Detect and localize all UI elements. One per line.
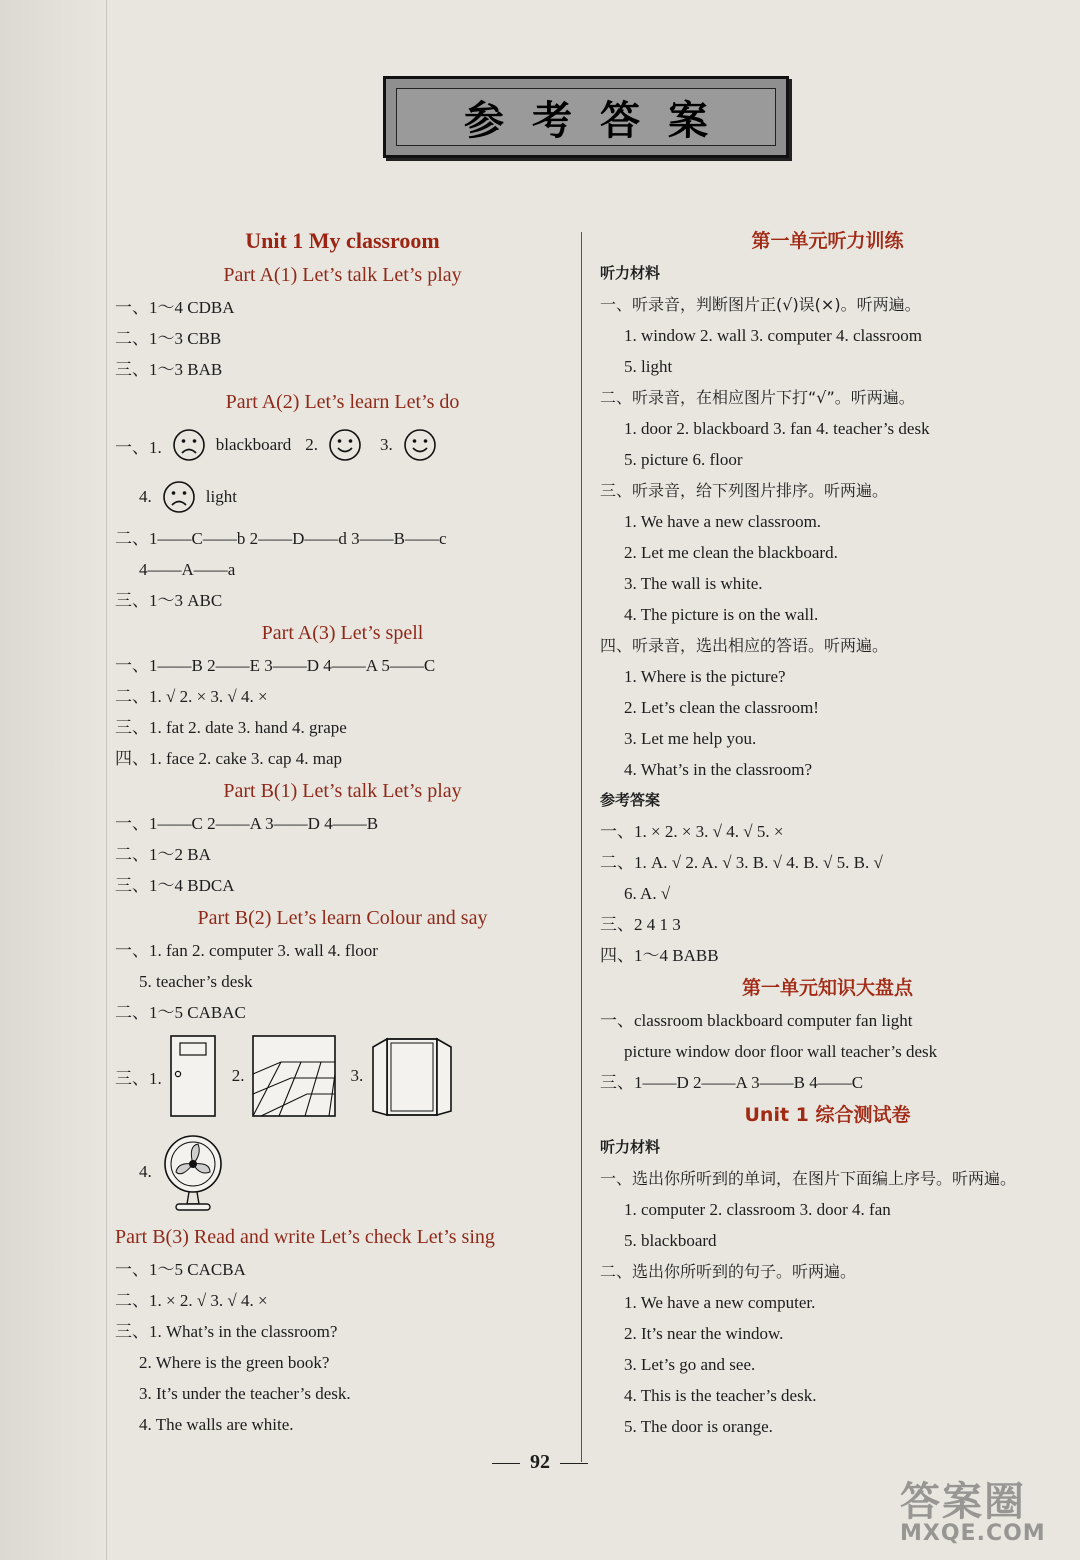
answer-line: 三、1～3 ABC <box>115 591 223 610</box>
watermark-logo <box>900 1470 1070 1550</box>
answer-line: 三、2 4 1 3 <box>600 915 681 934</box>
answer-line: 1. door 2. blackboard 3. fan 4. teacher’s desk <box>624 419 930 438</box>
section-title: Unit 1 综合测试卷 <box>744 1104 911 1126</box>
answer-line: 2. Let’s clean the classroom! <box>624 698 819 717</box>
answer-line: 二、1～2 BA <box>115 845 211 864</box>
smiley-face-icon <box>403 428 437 462</box>
page-number-text: 92 <box>530 1451 550 1473</box>
question-number: 3. <box>350 1066 364 1085</box>
section-heading: Part B(3) Read and write Let’s check Let’s sing <box>115 1226 495 1248</box>
answer-line: 三、1. fat 2. date 3. hand 4. grape <box>115 718 347 737</box>
answer-word: light <box>205 487 237 506</box>
answer-line: 3. The wall is white. <box>624 574 763 593</box>
smiley-face-icon <box>328 428 362 462</box>
answer-line: 2. It’s near the window. <box>624 1324 784 1343</box>
section-title: 第一单元听力训练 <box>751 230 904 252</box>
answer-line: 二、1. A. √ 2. A. √ 3. B. √ 4. B. √ 5. B. √ <box>600 853 883 872</box>
answer-line: 四、1. face 2. cake 3. cap 4. map <box>115 749 343 768</box>
section-title: 第一单元知识大盘点 <box>741 977 913 999</box>
binding-margin <box>0 0 108 1560</box>
answer-line: 4. The picture is on the wall. <box>624 605 819 624</box>
answer-line: 4. This is the teacher’s desk. <box>624 1386 817 1405</box>
answer-line: 5. blackboard <box>624 1231 717 1250</box>
floor-tiles-icon <box>251 1034 337 1118</box>
question-number: 2. <box>231 1066 245 1085</box>
watermark-text: 答案圈 <box>900 1479 1026 1525</box>
picture-answer-row <box>115 1028 570 1124</box>
question-number: 3. <box>380 435 393 454</box>
section-heading: Part A(3) Let’s spell <box>261 622 424 644</box>
answer-line: 四、1～4 BABB <box>600 946 719 965</box>
answer-line: 5. teacher’s desk <box>139 972 253 991</box>
answer-line: 4——A——a <box>139 560 236 579</box>
answer-line: 3. It’s under the teacher’s desk. <box>139 1384 351 1403</box>
answer-line: 一、classroom blackboard computer fan light <box>600 1011 913 1030</box>
question-number: 一、1. <box>115 437 162 457</box>
sub-label: 参考答案 <box>600 791 661 809</box>
answer-line: 4. What’s in the classroom? <box>624 760 813 779</box>
face-answer-row <box>115 419 570 471</box>
instruction-line: 一、听录音，判断图片正(√)误(×)。听两遍。 <box>600 295 921 314</box>
instruction-line: 一、选出你所听到的单词，在图片下面编上序号。听两遍。 <box>600 1169 1017 1188</box>
binding-line <box>106 0 107 1560</box>
answer-line: 三、1——D 2——A 3——B 4——C <box>600 1073 864 1092</box>
answer-line: 三、1～3 BAB <box>115 360 223 379</box>
answer-line: 1. We have a new classroom. <box>624 512 822 531</box>
sad-face-icon <box>172 428 206 462</box>
answer-line: 一、1. × 2. × 3. √ 4. √ 5. × <box>600 822 784 841</box>
section-heading: Part B(2) Let’s learn Colour and say <box>197 907 488 929</box>
answer-line: 2. Let me clean the blackboard. <box>624 543 838 562</box>
column-divider <box>581 232 582 1462</box>
question-number: 4. <box>139 1162 152 1181</box>
answer-line: 2. Where is the green book? <box>139 1353 330 1372</box>
answer-line: 一、1——C 2——A 3——D 4——B <box>115 814 379 833</box>
answer-line: 3. Let’s go and see. <box>624 1355 756 1374</box>
answer-word: blackboard <box>215 435 292 454</box>
answer-line: 一、1——B 2——E 3——D 4——A 5——C <box>115 656 436 675</box>
answer-line: 1. computer 2. classroom 3. door 4. fan <box>624 1200 891 1219</box>
instruction-line: 三、听录音，给下列图片排序。听两遍。 <box>600 481 889 500</box>
answer-line: 二、1. × 2. √ 3. √ 4. × <box>115 1291 268 1310</box>
face-answer-row <box>115 471 570 523</box>
left-column <box>115 224 570 1440</box>
answer-line: 二、1～5 CABAC <box>115 1003 246 1022</box>
answer-line: 一、1～4 CDBA <box>115 298 235 317</box>
answer-line: 5. The door is orange. <box>624 1417 773 1436</box>
unit-title: Unit 1 My classroom <box>245 228 440 253</box>
sub-label: 听力材料 <box>600 1138 661 1156</box>
answer-line: 4. The walls are white. <box>139 1415 294 1434</box>
fan-icon <box>158 1132 228 1212</box>
instruction-line: 四、听录音，选出相应的答语。听两遍。 <box>600 636 889 655</box>
section-heading: Part A(2) Let’s learn Let’s do <box>225 391 460 413</box>
section-heading: Part B(1) Let’s talk Let’s play <box>223 780 462 802</box>
sad-face-icon <box>162 480 196 514</box>
answer-line: 1. We have a new computer. <box>624 1293 816 1312</box>
question-number: 2. <box>305 435 319 454</box>
question-number: 4. <box>139 487 152 506</box>
answer-line: picture window door floor wall teacher’s desk <box>624 1042 938 1061</box>
question-number: 三、1. <box>115 1068 162 1088</box>
watermark-url: MXQE.COM <box>900 1521 1046 1546</box>
answer-line: 二、1. √ 2. × 3. √ 4. × <box>115 687 268 706</box>
answer-line: 1. window 2. wall 3. computer 4. classroom <box>624 326 922 345</box>
answer-line: 二、1——C——b 2——D——d 3——B——c <box>115 529 447 548</box>
answer-line: 一、1～5 CACBA <box>115 1260 246 1279</box>
page-title: 参考答案 <box>396 88 776 146</box>
title-banner <box>383 76 789 158</box>
answer-line: 三、1. What’s in the classroom? <box>115 1322 338 1341</box>
answer-line: 6. A. √ <box>624 884 671 903</box>
answer-line: 二、1～3 CBB <box>115 329 222 348</box>
answer-line: 1. Where is the picture? <box>624 667 786 686</box>
answer-line: 5. light <box>624 357 673 376</box>
answer-line: 一、1. fan 2. computer 3. wall 4. floor <box>115 941 378 960</box>
door-icon <box>168 1034 218 1118</box>
answer-line: 三、1～4 BDCA <box>115 876 235 895</box>
right-column <box>600 224 1055 1442</box>
answer-line: 3. Let me help you. <box>624 729 757 748</box>
instruction-line: 二、听录音，在相应图片下打“√”。听两遍。 <box>600 388 915 407</box>
picture-answer-row <box>115 1124 570 1220</box>
window-icon <box>369 1033 455 1119</box>
section-heading: Part A(1) Let’s talk Let’s play <box>223 264 462 286</box>
instruction-line: 二、选出你所听到的句子。听两遍。 <box>600 1262 857 1281</box>
sub-label: 听力材料 <box>600 264 661 282</box>
answer-line: 5. picture 6. floor <box>624 450 743 469</box>
